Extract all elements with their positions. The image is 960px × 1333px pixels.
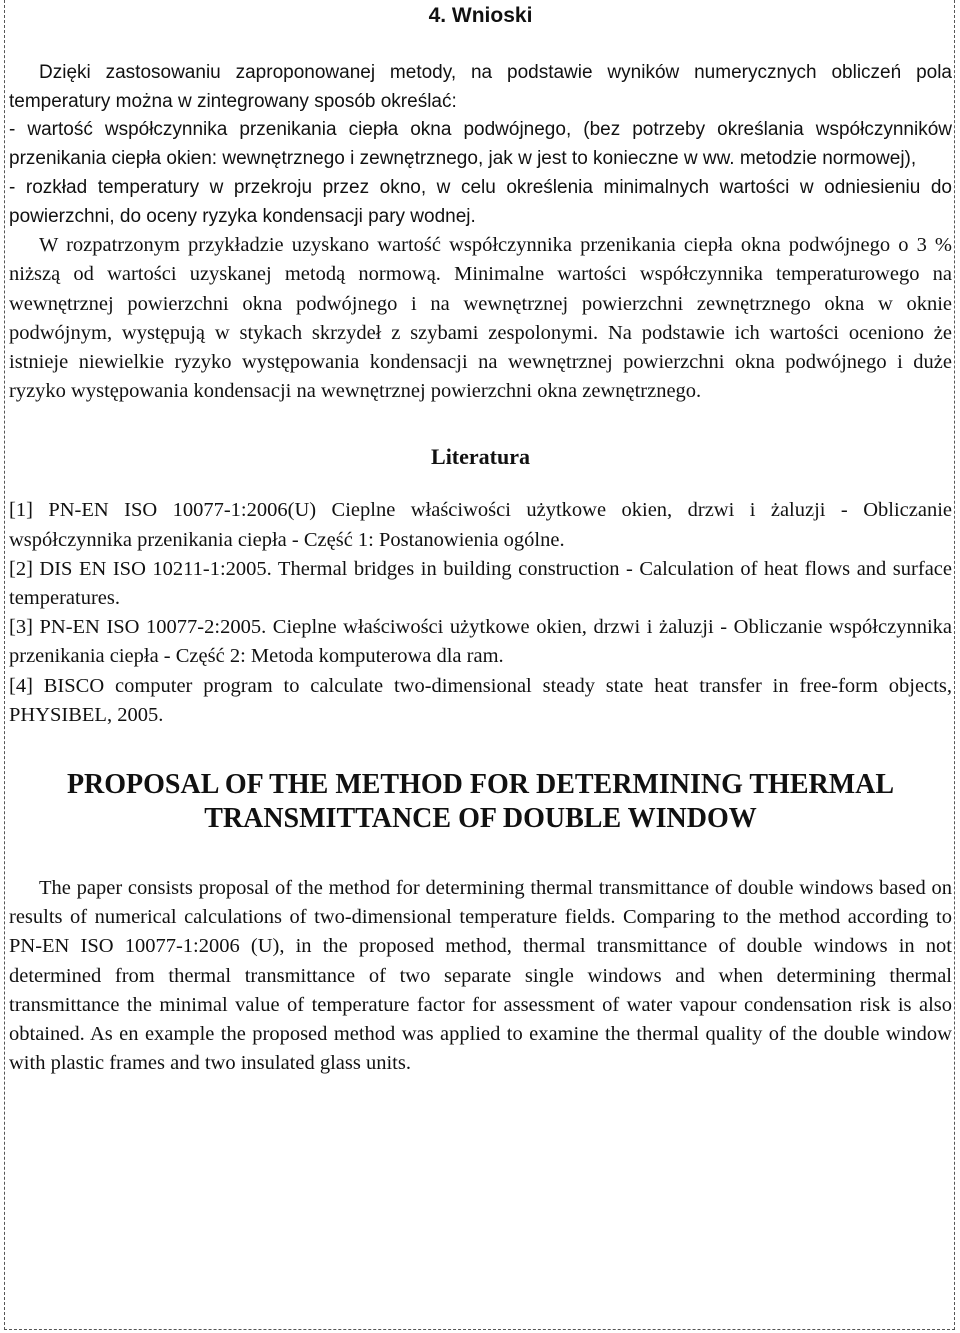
document-page [9,0,952,1078]
reference-item-1: [1] PN-EN ISO 10077-1:2006(U) Cieplne właściwości użytkowe okien, drzwi i żaluzji - Obliczanie współczynnika przenikania ciepła - Część 1: Postanowienia ogólne. [9,499,952,551]
conclusions-section [9,59,952,231]
conclusions-summary-block [9,231,952,406]
reference-list [9,496,952,730]
english-title [9,768,952,836]
literature-title: Literatura [431,444,530,470]
reference-item-3: [3] PN-EN ISO 10077-2:2005. Cieplne właściwości użytkowe okien, drzwi i żaluzji - Obliczanie współczynnika przenikania ciepła - Część 2: Metoda komputerowa dla ram. [9,616,952,668]
section-heading: 4. Wnioski [428,4,533,27]
reference-item-4: [4] BISCO computer program to calculate two-dimensional steady state heat transfer in free-form objects, PHYSIBEL, 2005. [9,674,952,726]
conclusions-bullet-2: - rozkład temperatury w przekroju przez okno, w celu określenia minimalnych wartości w odniesieniu do powierzchni, do oceny ryzyka kondensacji pary wodnej. [9,176,952,227]
english-abstract: The paper consists proposal of the method for determining thermal transmittance of double windows based on results of numerical calculations of two-dimensional temperature fields. Comparing to the method according to PN-EN ISO 10077-1:2006 (U), in the proposed method, thermal transmittance of double windows in not determined from thermal transmittance of two separate single windows and when determining thermal transmittance the minimal value of temperature factor for assessment of water vapour condensation risk is also obtained. As en example the proposed method was applied to examine the thermal quality of the double window with plastic frames and two insulated glass units. [9,877,952,1075]
reference-item-2: [2] DIS EN ISO 10211-1:2005. Thermal bridges in building construction - Calculation of heat flows and surface temperatures. [9,557,952,610]
english-title-line-1: PROPOSAL OF THE METHOD FOR DETERMINING THERMAL [66,769,895,801]
english-abstract-block [9,874,952,1078]
conclusions-summary: W rozpatrzonym przykładzie uzyskano wartość współczynnika przenikania ciepła okna podwójnego o 3 % niższą od wartości uzyskanej metodą normową. Minimalne wartości współczynnika temperaturowego na wewnętrznej powierzchni okna podwójnego i na wewnętrznej powierzchni zewnętrznego okna w oknie podwójnym, występują w stykach skrzydeł z szybami zespolonymi. Na podstawie ich wartości oceniono że istnieje niewielkie ryzyko występowania kondensacji na wewnętrznej powierzchni okna podwójnego i duże ryzyko występowania kondensacji na wewnętrznej powierzchni okna zewnętrznego. [9,234,952,403]
english-title-line-2: TRANSMITTANCE OF DOUBLE WINDOW [204,803,757,835]
conclusions-bullet-1: - wartość współczynnika przenikania ciepła okna podwójnego, (bez potrzeby określania współczynników przenikania ciepła okien: wewnętrznego i zewnętrznego, jak w jest to konieczne w ww. metodzie normowej), [9,119,952,170]
conclusions-intro: Dzięki zastosowaniu zaproponowanej metody, na podstawie wyników numerycznych obliczeń pola temperatury można w zintegrowany sposób określać: [9,62,952,112]
